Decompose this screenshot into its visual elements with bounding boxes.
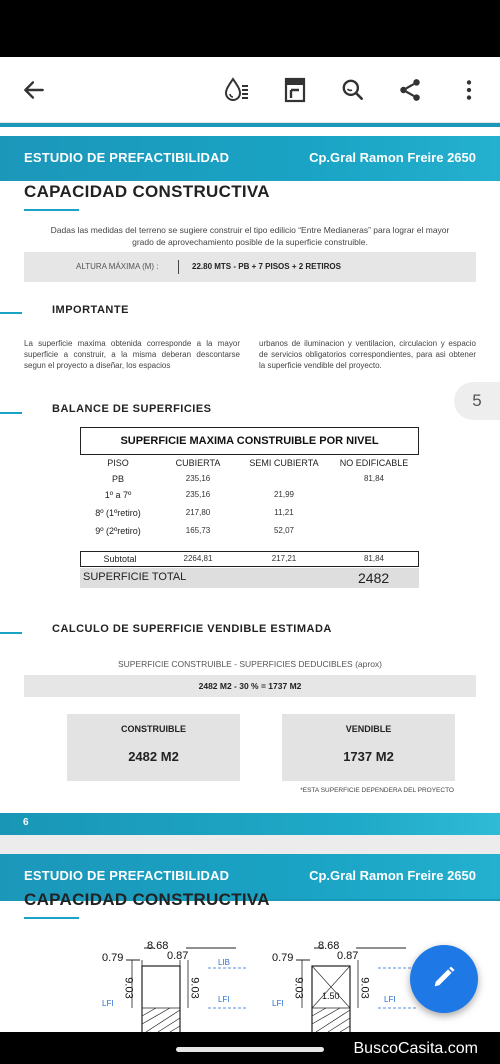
dim-label: 9.03 — [292, 977, 305, 999]
cell-piso: PB — [111, 474, 124, 484]
vendible-label: VENDIBLE — [345, 724, 392, 734]
col-header-no-edificable: NO EDIFICABLE — [339, 458, 409, 468]
page-header — [0, 136, 500, 181]
total-label: SUPERFICIE TOTAL — [83, 571, 187, 583]
dim-label: 9.03 — [122, 977, 135, 999]
vendible-value: 1737 M2 — [343, 749, 394, 764]
dim-label: LIB — [218, 958, 231, 967]
dim-label: LFI — [102, 999, 114, 1008]
cell-cubierta: 165,73 — [185, 526, 211, 535]
vendible-card — [282, 714, 455, 781]
cell-cubierta: 235,16 — [185, 490, 211, 499]
dim-label: LFI — [218, 995, 230, 1004]
calc-formula: SUPERFICIE CONSTRUIBLE - SUPERFICIES DEDUCIBLES (aprox) — [117, 659, 383, 669]
subtotal-semi: 217,21 — [271, 554, 297, 563]
altura-box — [24, 252, 476, 282]
title-underline — [24, 917, 79, 919]
cell-cubierta: 235,16 — [185, 474, 211, 483]
dim-label: 9.03 — [358, 977, 371, 999]
balance-heading: BALANCE DE SUPERFICIES — [52, 403, 212, 415]
section-marker — [0, 632, 22, 634]
page-footer — [0, 813, 500, 835]
total-value: 2482 — [358, 570, 390, 586]
subtotal-row — [80, 551, 419, 567]
construible-value: 2482 M2 — [128, 749, 179, 764]
cell-semi: 21,99 — [273, 490, 295, 499]
dim-label: 0.87 — [337, 950, 359, 962]
cell-piso: 1º a 7º — [104, 490, 132, 500]
more-vert-icon[interactable] — [452, 73, 486, 107]
dim-label: 1.50 — [322, 991, 340, 1001]
cell-piso: 9º (2ºretiro) — [95, 526, 141, 536]
importante-heading: IMPORTANTE — [52, 304, 129, 316]
cell-semi: 11,21 — [274, 508, 294, 517]
subtotal-cubierta: 2264,81 — [183, 554, 213, 563]
ink-drop-icon[interactable] — [219, 73, 253, 107]
calc-result-box — [24, 675, 476, 697]
importante-text-right: urbanos de iluminacion y ventilacion, circulacion y espacio de servicios obligatorios correspondientes, para asi obtener la superficie vendible del proyecto. — [259, 339, 476, 370]
total-row — [80, 568, 419, 588]
footnote: *ESTA SUPERFICIE DEPENDERA DEL PROYECTO — [300, 787, 454, 794]
subtotal-no-edificable: 81,84 — [363, 554, 385, 563]
edit-fab-button[interactable] — [410, 945, 478, 1013]
cell-cubierta: 217,80 — [185, 508, 211, 517]
subtotal-label: Subtotal — [103, 554, 137, 564]
altura-label: ALTURA MÁXIMA (M) : — [76, 262, 159, 271]
section-marker — [0, 412, 22, 414]
table-title: SUPERFICIE MAXIMA CONSTRUIBLE POR NIVEL — [80, 427, 419, 455]
section-marker — [0, 312, 22, 314]
page-title: CAPACIDAD CONSTRUCTIVA — [24, 890, 270, 909]
header-left-title: ESTUDIO DE PREFACTIBILIDAD — [24, 868, 230, 883]
header-address: Cp.Gral Ramon Freire 2650 — [309, 150, 476, 165]
status-bar — [0, 0, 500, 57]
header-address: Cp.Gral Ramon Freire 2650 — [309, 868, 476, 883]
page-title: CAPACIDAD CONSTRUCTIVA — [24, 182, 270, 201]
cell-no-edificable: 81,84 — [363, 474, 385, 483]
cell-piso: 8º (1ºretiro) — [95, 508, 141, 518]
dim-label: 8.68 — [318, 940, 340, 952]
dim-label: 9.03 — [188, 977, 201, 999]
importante-text-left: La superficie maxima obtenida corresponde a la mayor superficie a construir, a la misma deberan descontarse segun el proyecto a diseñar, los espacios — [24, 339, 240, 370]
toolbar — [0, 57, 500, 123]
col-header-semi-cubierta: SEMI CUBIERTA — [249, 458, 319, 468]
col-header-cubierta: CUBIERTA — [175, 458, 221, 468]
construible-card — [67, 714, 240, 781]
gesture-handle[interactable] — [176, 1047, 324, 1052]
cell-semi: 52,07 — [273, 526, 295, 535]
dim-label: 0.79 — [102, 952, 124, 964]
dim-label: 8.68 — [147, 940, 169, 952]
pencil-icon — [430, 963, 458, 996]
header-left-title: ESTUDIO DE PREFACTIBILIDAD — [24, 150, 230, 165]
document-icon[interactable] — [278, 73, 312, 107]
page-number: 6 — [23, 817, 29, 828]
calc-result: 2482 M2 - 30 % = 1737 M2 — [198, 681, 302, 691]
arrow-left-icon[interactable] — [17, 73, 51, 107]
intro-text: Dadas las medidas del terreno se sugiere construir el tipo edilicio “Entre Medianeras” para lograr el mayor grado de aprovechamiento posible de la superficie construible. — [50, 225, 450, 247]
dim-label: 0.87 — [167, 950, 189, 962]
share-icon[interactable] — [393, 73, 427, 107]
divider — [178, 260, 179, 274]
page-indicator-badge: 5 — [454, 382, 500, 420]
watermark: BuscoCasita.com — [353, 1040, 478, 1057]
dim-label: LFI — [384, 995, 396, 1004]
dim-label: LFI — [272, 999, 284, 1008]
dim-label: 0.79 — [272, 952, 294, 964]
pdf-document-view[interactable] — [0, 123, 500, 1064]
altura-value: 22.80 MTS - PB + 7 PISOS + 2 RETIROS — [192, 262, 341, 271]
col-header-piso: PISO — [107, 458, 129, 468]
search-icon[interactable] — [336, 73, 370, 107]
title-underline — [24, 209, 79, 211]
page-gap — [0, 835, 500, 854]
calc-heading: CALCULO DE SUPERFICIE VENDIBLE ESTIMADA — [52, 623, 332, 635]
page-top-band — [0, 123, 500, 127]
construible-label: CONSTRUIBLE — [121, 724, 186, 734]
